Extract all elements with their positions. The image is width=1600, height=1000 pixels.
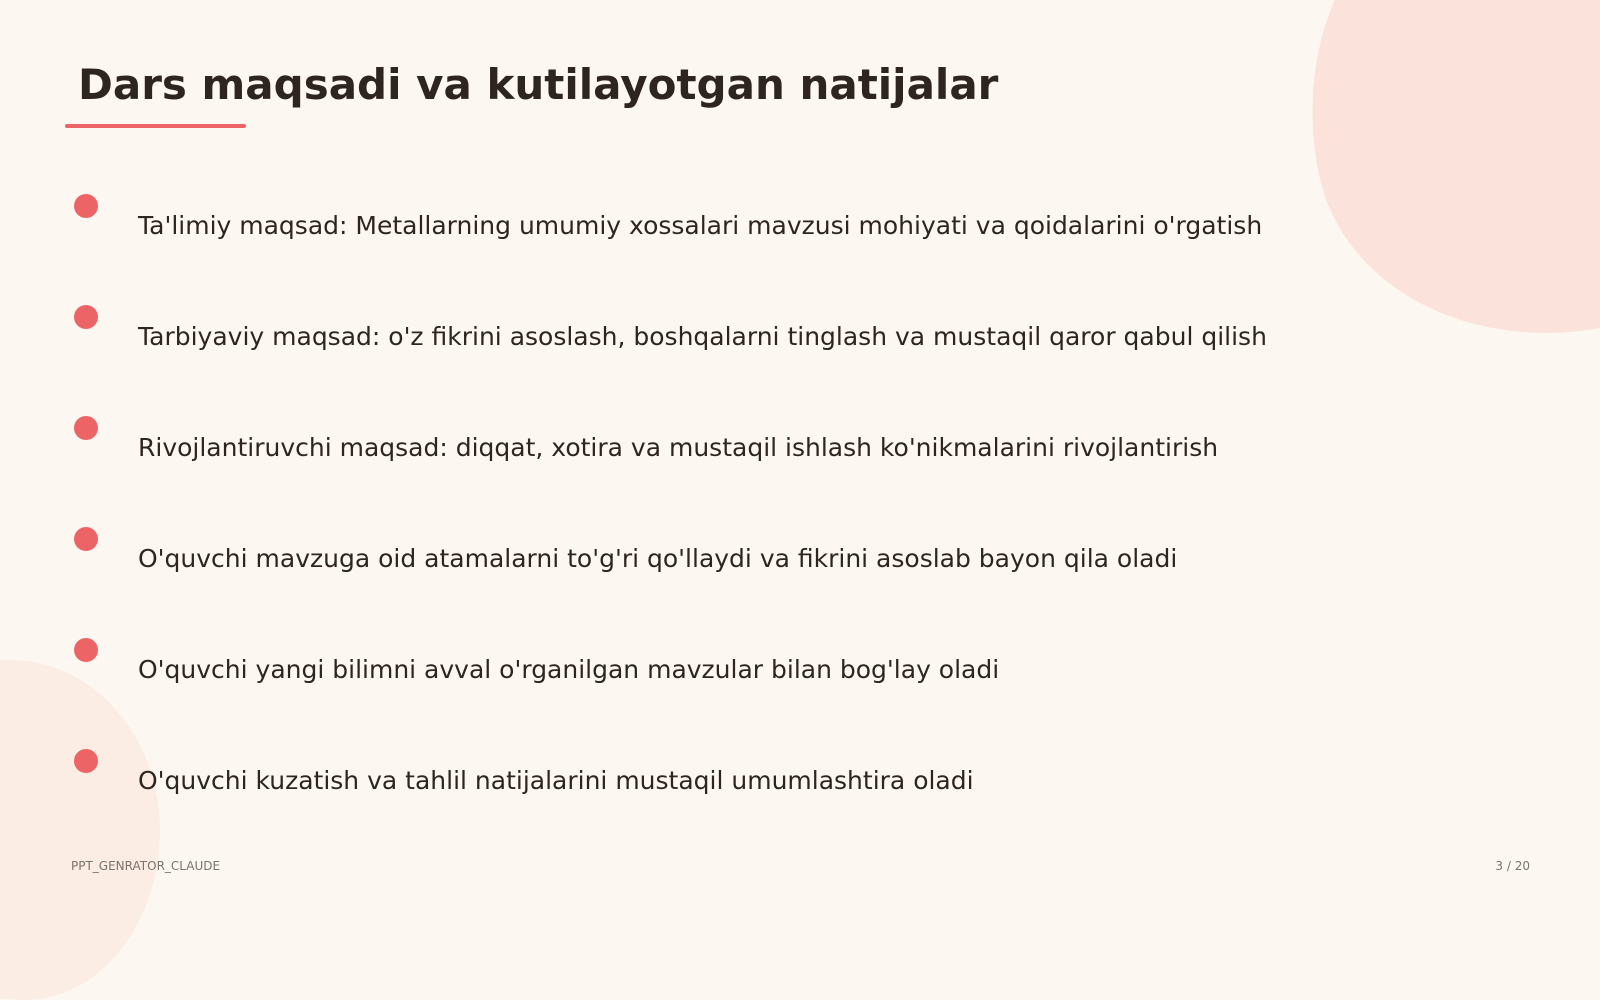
bullet-dot-icon bbox=[74, 194, 98, 218]
bullet-item bbox=[0, 416, 1400, 496]
bullet-item bbox=[0, 194, 1400, 274]
bullet-item bbox=[0, 749, 1400, 829]
bullet-text: O'quvchi yangi bilimni avval o'rganilgan mavzular bilan bog'lay oladi bbox=[138, 655, 1000, 684]
slide-title: Dars maqsadi va kutilayotgan natijalar bbox=[78, 60, 999, 109]
bullet-dot-icon bbox=[74, 638, 98, 662]
title-underline bbox=[65, 124, 246, 128]
bullet-text: Rivojlantiruvchi maqsad: diqqat, xotira va mustaqil ishlash ko'nikmalarini rivojlantirish bbox=[138, 433, 1219, 462]
bullet-item bbox=[0, 638, 1400, 718]
page-indicator: 3 / 20 bbox=[1495, 859, 1530, 873]
bullet-dot-icon bbox=[74, 416, 98, 440]
bullet-text: O'quvchi kuzatish va tahlil natijalarini mustaqil umumlashtira oladi bbox=[138, 766, 974, 795]
footer-generator-label: PPT_GENRATOR_CLAUDE bbox=[71, 859, 221, 873]
bullet-item bbox=[0, 305, 1400, 385]
bullet-text: O'quvchi mavzuga oid atamalarni to'g'ri qo'llaydi va fikrini asoslab bayon qila oladi bbox=[138, 544, 1178, 573]
bullet-dot-icon bbox=[74, 305, 98, 329]
bullet-text: Tarbiyaviy maqsad: o'z fikrini asoslash, boshqalarni tinglash va mustaqil qaror qabul qilish bbox=[138, 322, 1267, 351]
bullet-text: Ta'limiy maqsad: Metallarning umumiy xossalari mavzusi mohiyati va qoidalarini o'rgatish bbox=[138, 211, 1263, 240]
bullet-dot-icon bbox=[74, 749, 98, 773]
bullet-item bbox=[0, 527, 1400, 607]
bullet-dot-icon bbox=[74, 527, 98, 551]
